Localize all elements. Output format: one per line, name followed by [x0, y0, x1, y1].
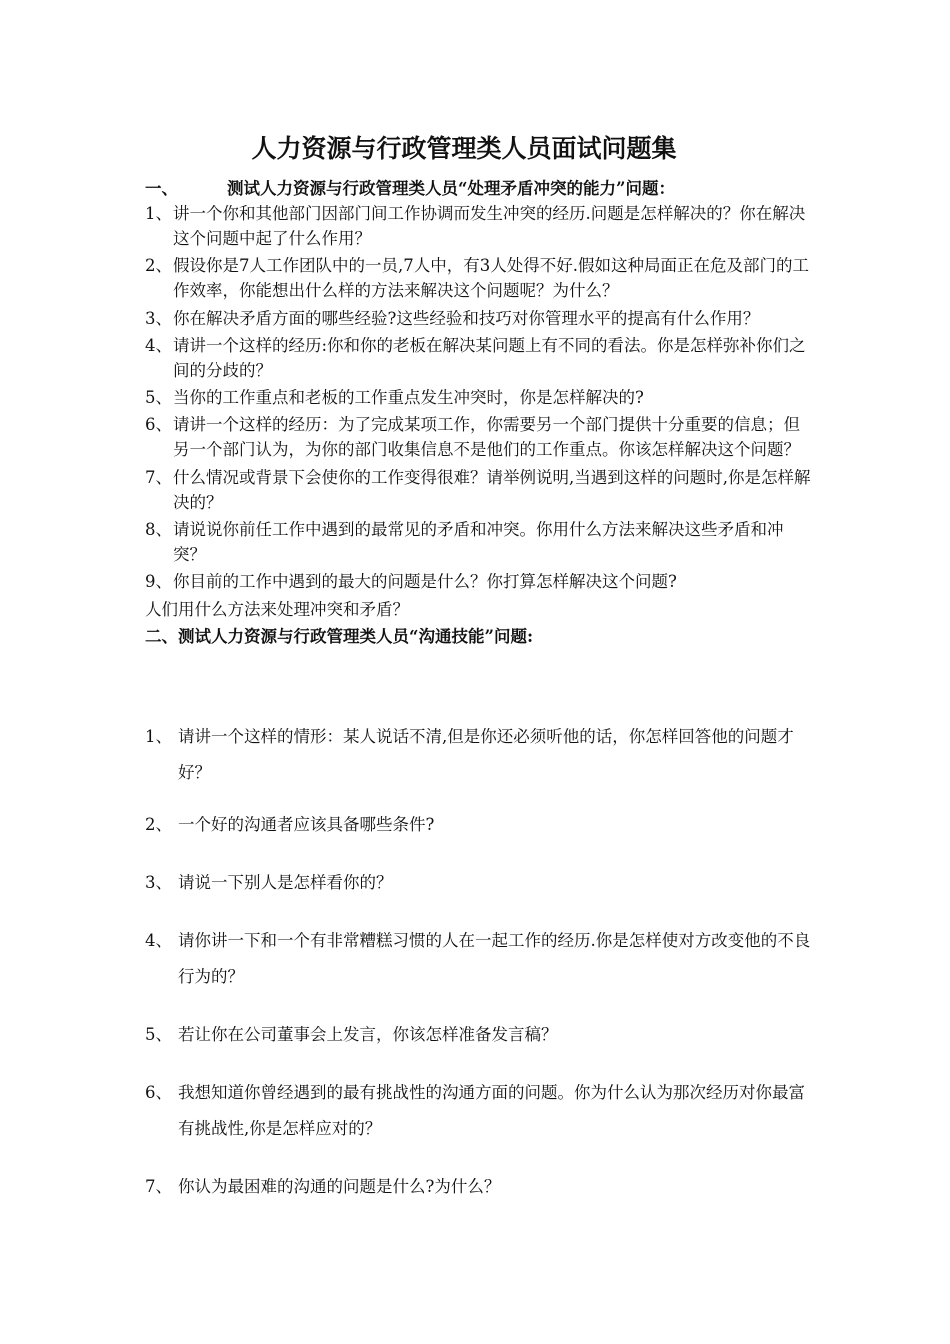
item-text: 请你讲一下和一个有非常糟糕习惯的人在一起工作的经历.你是怎样使对方改变他的不良行为的？ — [178, 931, 811, 986]
item-number: 6、 — [145, 415, 172, 435]
list-item — [145, 1017, 813, 1053]
list-item — [145, 412, 813, 462]
item-text: 请说一下别人是怎样看你的？ — [178, 873, 393, 892]
item-number: 6、 — [145, 1083, 172, 1102]
item-number: 3、 — [145, 308, 172, 328]
section1-number: 一、 — [145, 179, 178, 198]
list-item — [145, 253, 813, 303]
section1-list — [145, 201, 813, 649]
item-number: 4、 — [145, 931, 172, 950]
list-item — [145, 719, 813, 791]
item-text: 我想知道你曾经遇到的最有挑战性的沟通方面的问题。你为什么认为那次经历对你最富有挑战性,你是怎样应对的？ — [178, 1083, 805, 1138]
list-item — [145, 1169, 813, 1205]
item-number: 2、 — [145, 256, 172, 276]
item-text: 当你的工作重点和老板的工作重点发生冲突时，你是怎样解决的? — [173, 388, 644, 408]
item-number: 4、 — [145, 335, 172, 355]
item-text: 请讲一个这样的情形：某人说话不清,但是你还必须听他的话，你怎样回答他的问题才好？ — [178, 727, 794, 782]
section1-heading-text: 测试人力资源与行政管理类人员“处理矛盾冲突的能力”问题： — [227, 179, 675, 198]
item-number: 5、 — [145, 388, 172, 408]
section2-heading: 二、测试人力资源与行政管理类人员“沟通技能”问题: — [145, 626, 534, 646]
list-item — [145, 865, 813, 901]
item-text: 请说说你前任工作中遇到的最常见的矛盾和冲突。你用什么方法来解决这些矛盾和冲突？ — [173, 520, 784, 565]
item-number: 7、 — [145, 467, 172, 487]
list-item — [145, 569, 813, 594]
item-number: 9、 — [145, 572, 172, 592]
item-text: 你目前的工作中遇到的最大的问题是什么？你打算怎样解决这个问题? — [173, 572, 677, 592]
list-item — [145, 807, 813, 843]
item-number: 7、 — [145, 1177, 172, 1196]
item-number: 5、 — [145, 1025, 172, 1044]
list-item — [145, 517, 813, 567]
document-title: 人力资源与行政管理类人员面试问题集 — [251, 134, 677, 163]
item-text: 请讲一个这样的经历:你和你的老板在解决某问题上有不同的看法。你是怎样弥补你们之间的分歧的？ — [173, 335, 806, 380]
item-number: 8、 — [145, 520, 172, 540]
item-text: 你在解决矛盾方面的哪些经验?这些经验和技巧对你管理水平的提高有什么作用？ — [173, 308, 760, 328]
list-item — [145, 306, 813, 331]
section2-list — [145, 719, 813, 1205]
item-text: 讲一个你和其他部门因部门间工作协调而发生冲突的经历.问题是怎样解决的？你在解决这个问题中起了什么作用？ — [173, 204, 806, 248]
list-item — [145, 333, 813, 383]
item-text: 若让你在公司董事会上发言，你该怎样准备发言稿？ — [178, 1025, 558, 1044]
item-text: 一个好的沟通者应该具备哪些条件? — [178, 815, 435, 834]
list-item — [145, 201, 813, 251]
item-text: 什么情况或背景下会使你的工作变得很难？请举例说明,当遇到这样的问题时,你是怎样解决的？ — [173, 467, 811, 512]
item-text: 假设你是7人工作团队中的一员,7人中，有3人处得不好.假如这种局面正在危及部门的工作效率，你能想出什么样的方法来解决这个问题呢？为什么？ — [173, 256, 809, 301]
section1-heading — [145, 178, 675, 200]
list-item — [145, 385, 813, 410]
section1-extra-question: 人们用什么方法来处理冲突和矛盾？ — [145, 599, 409, 619]
item-number: 2、 — [145, 815, 172, 834]
list-item — [145, 1075, 813, 1147]
item-number: 1、 — [145, 204, 172, 223]
item-number: 1、 — [145, 727, 172, 746]
item-text: 你认为最困难的沟通的问题是什么?为什么？ — [178, 1177, 501, 1196]
list-item — [145, 465, 813, 515]
item-number: 3、 — [145, 873, 172, 892]
list-item — [145, 923, 813, 995]
item-text: 请讲一个这样的经历：为了完成某项工作，你需要另一个部门提供十分重要的信息；但另一个部门认为，为你的部门收集信息不是他们的工作重点。你该怎样解决这个问题？ — [173, 415, 800, 460]
